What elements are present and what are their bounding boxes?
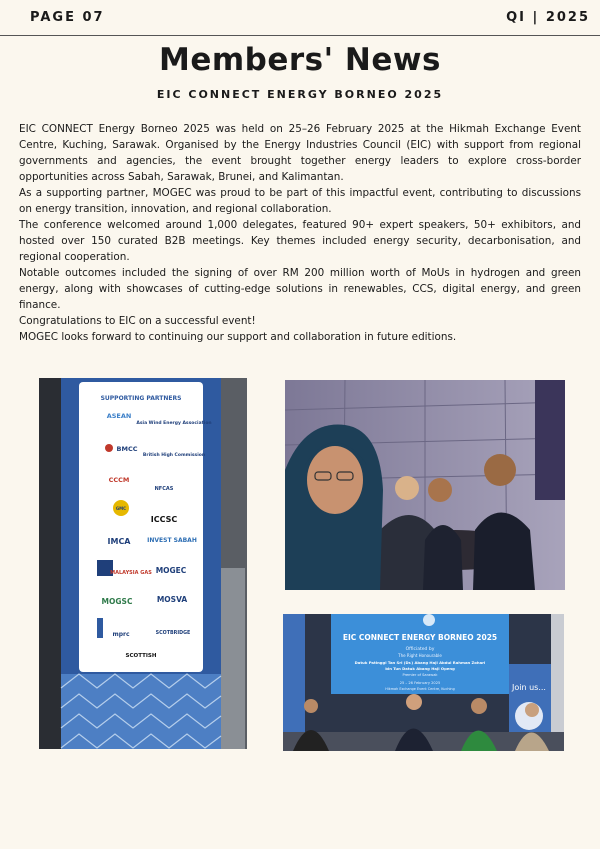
logo-6: NFCAS — [154, 486, 174, 492]
join-sign: Join us... — [512, 683, 546, 692]
article-body — [19, 121, 581, 345]
banner-photo — [39, 378, 247, 749]
article-subtitle: EIC CONNECT ENERGY BORNEO 2025 — [156, 88, 444, 101]
screen-date: 25 – 26 February 2025 — [399, 681, 441, 685]
logo-8: ICCSC — [150, 515, 178, 524]
logo-14: MOSVA — [156, 595, 188, 604]
screen-name-2: bin Tun Datuk Abang Haji Openg — [385, 666, 455, 671]
logo-9: IMCA — [107, 537, 131, 546]
paragraph-2: As a supporting partner, MOGEC was proud to be part of this impactful event, contributing to discussions on energy transition, innovation, and regional collaboration. — [19, 187, 581, 215]
screen-name-1: Datuk Patinggi Tan Sri (Dr.) Abang Haji Abdul Rahman Zohari — [354, 660, 486, 665]
logo-1: ASEAN — [106, 412, 132, 420]
banner-heading: SUPPORTING PARTNERS — [100, 395, 182, 402]
paragraph-6: MOGEC looks forward to continuing our support and collaboration in future editions. — [19, 331, 457, 343]
screen-officiated: Officiated by — [405, 647, 435, 652]
logo-10: INVEST SABAH — [147, 537, 197, 544]
logo-12: MOGEC — [155, 566, 187, 575]
logo-16: SCOTBRIDGE — [155, 631, 191, 636]
issue-label: QI | 2025 — [506, 10, 590, 25]
logo-17: SCOTTISH — [125, 653, 157, 659]
screen-honourable: The Right Honourable — [398, 653, 442, 658]
page-title: Members' News — [159, 42, 441, 78]
paragraph-5: Congratulations to EIC on a successful event! — [19, 315, 256, 327]
logo-2: Asia Wind Energy Association — [136, 421, 212, 426]
page-header — [0, 0, 600, 36]
paragraph-4: Notable outcomes included the signing of over RM 200 million worth of MoUs in hydrogen and green energy, along with showcases of cutting-edge solutions in renewables, CCS, digital energy, and green finance. — [19, 267, 581, 311]
screen-role: Premier of Sarawak — [402, 673, 438, 677]
page-number: PAGE 07 — [30, 10, 105, 25]
logo-4: British High Commission — [142, 453, 206, 458]
logo-5: CCCM — [108, 476, 130, 484]
logo-7: GMC — [115, 506, 127, 511]
logo-13: MOGSC — [101, 597, 133, 606]
logo-11: MALAYSIA GAS — [110, 570, 152, 576]
logo-3: BMCC — [116, 445, 138, 453]
selfie-photo — [285, 380, 565, 590]
stage-photo — [283, 614, 564, 751]
paragraph-3: The conference welcomed around 1,000 delegates, featured 90+ expert speakers, 50+ exhibitors, and hosted over 150 curated B2B meetings. Key themes included energy security, decarbonisation, and regional cooperation. — [19, 219, 581, 263]
paragraph-1: EIC CONNECT Energy Borneo 2025 was held on 25–26 February 2025 at the Hikmah Exchange Event Centre, Kuching, Sarawak. Organised by the Energy Industries Council (EIC) with support from regional governments and agencies, the event brought together energy leaders to explore cross-border opportunities across Sabah, Sarawak, Brunei, and Kalimantan. — [19, 123, 581, 183]
screen-title: EIC CONNECT ENERGY BORNEO 2025 — [342, 633, 498, 642]
screen-venue: Hikmah Exchange Event Centre, Kuching — [385, 687, 455, 691]
logo-15: mprc — [112, 631, 130, 638]
